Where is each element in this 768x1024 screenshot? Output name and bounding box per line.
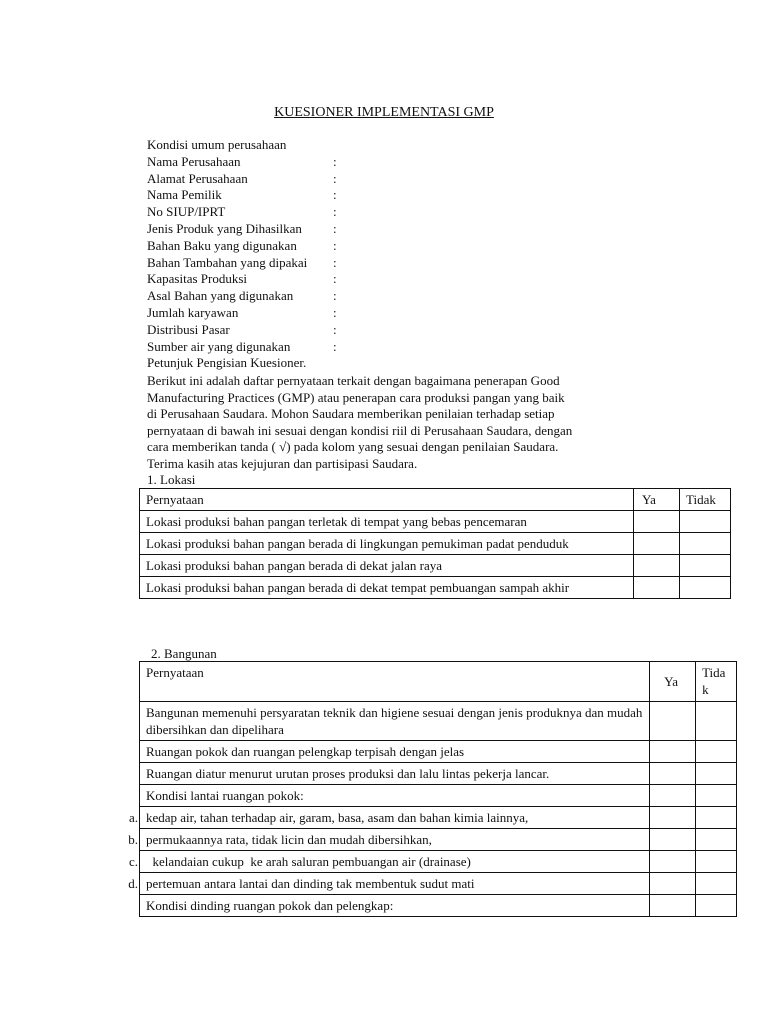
yes-checkbox-cell[interactable] [650,873,696,895]
info-label: Jenis Produk yang Dihasilkan [147,220,302,236]
table-header-row [140,489,731,511]
info-label: Sumber air yang digunakan [147,338,291,354]
table-row [140,511,731,533]
paragraph-line: Terima kasih atas kejujuran dan partisipasi Saudara. [147,455,418,471]
statement-cell: Lokasi produksi bahan pangan terletak di tempat yang bebas pencemaran [140,511,634,533]
no-checkbox-cell[interactable] [680,511,731,533]
table-row [140,807,737,829]
yes-checkbox-cell[interactable] [650,741,696,763]
table-row [140,895,737,917]
statement-cell: Lokasi produksi bahan pangan berada di dekat jalan raya [140,555,634,577]
yes-checkbox-cell[interactable] [634,555,680,577]
table-row [140,533,731,555]
info-row [147,238,667,255]
table-row [140,702,737,741]
yes-checkbox-cell[interactable] [650,807,696,829]
info-row [147,154,667,171]
floor-item-cell [128,873,650,895]
info-colon: : [333,153,337,169]
item-text: pertemuan antara lantai dan dinding tak membentuk sudut mati [146,876,475,891]
bangunan-table [128,661,737,917]
info-label: Bahan Baku yang digunakan [147,237,297,253]
table-row [140,851,737,873]
info-colon: : [333,237,337,253]
document-title: KUESIONER IMPLEMENTASI GMP [274,105,494,120]
yes-checkbox-cell[interactable] [634,511,680,533]
info-colon: : [333,338,337,354]
info-row [147,187,667,204]
section-bangunan-heading: 2. Bangunan [151,646,217,661]
statement-cell: Lokasi produksi bahan pangan berada di dekat tempat pembuangan sampah akhir [140,577,634,599]
info-colon: : [333,254,337,270]
info-label: Kapasitas Produksi [147,271,248,287]
no-checkbox-cell[interactable] [696,702,737,741]
company-info [147,137,667,372]
yes-checkbox-cell[interactable] [650,895,696,917]
info-label: Alamat Perusahaan [147,170,248,186]
no-checkbox-cell[interactable] [696,873,737,895]
header-no: Tidak [680,489,731,511]
info-label: Asal Bahan yang digunakan [147,288,294,304]
yes-checkbox-cell[interactable] [634,533,680,555]
yes-checkbox-cell[interactable] [650,851,696,873]
info-row [147,305,667,322]
table-row [140,577,731,599]
header-no: Tida k [696,662,737,702]
info-heading: Kondisi umum perusahaan [147,137,287,152]
no-checkbox-cell[interactable] [680,533,731,555]
statement-cell: Ruangan diatur menurut urutan proses produksi dan lalu lintas pekerja lancar. [140,763,650,785]
info-row [147,322,667,339]
statement-cell: Lokasi produksi bahan pangan berada di lingkungan pemukiman padat penduduk [140,533,634,555]
floor-heading-cell: Kondisi lantai ruangan pokok: [140,785,650,807]
paragraph-line: di Perusahaan Saudara. Mohon Saudara memberikan penilaian terhadap setiap [147,406,555,422]
table-row [140,873,737,895]
header-yes: Ya [634,489,680,511]
lokasi-table [139,488,731,599]
no-checkbox-cell[interactable] [696,807,737,829]
info-label: Nama Pemilik [147,187,222,203]
no-checkbox-cell[interactable] [680,555,731,577]
info-colon: : [333,204,337,220]
item-text: kelandaian cukup ke arah saluran pembuangan air (drainase) [146,854,471,869]
no-checkbox-cell[interactable] [696,763,737,785]
yes-checkbox-cell[interactable] [650,702,696,741]
no-checkbox-cell[interactable] [696,829,737,851]
yes-checkbox-cell[interactable] [650,763,696,785]
info-colon: : [333,220,337,236]
info-label: Nama Perusahaan [147,153,241,169]
statement-cell: Bangunan memenuhi persyaratan teknik dan higiene sesuai dengan jenis produknya dan mudah dibersihkan dan dipelihara [140,702,650,741]
no-checkbox-cell[interactable] [696,785,737,807]
info-label: Distribusi Pasar [147,321,230,337]
info-row [147,221,667,238]
paragraph-line: Berikut ini adalah daftar pernyataan terkait dengan bagaimana penerapan Good [147,373,560,388]
floor-item-cell [128,829,650,851]
table-row [140,829,737,851]
yes-checkbox-cell[interactable] [650,785,696,807]
info-row [147,271,667,288]
header-yes: Ya [650,662,696,702]
wall-heading-cell: Kondisi dinding ruangan pokok dan pelengkap: [140,895,650,917]
paragraph-line: cara memberikan tanda ( √) pada kolom yang sesuai dengan penilaian Saudara. [147,439,559,455]
info-colon: : [333,304,337,320]
info-label: Bahan Tambahan yang dipakai [147,254,308,270]
floor-item [128,831,643,848]
item-marker: b. [128,832,138,847]
table-row [140,555,731,577]
floor-item-cell [128,851,650,873]
section-lokasi-heading: 1. Lokasi [147,472,196,487]
header-statement: Pernyataan [140,489,634,511]
item-text: kedap air, tahan terhadap air, garam, basa, asam dan bahan kimia lainnya, [146,810,529,825]
info-row [147,171,667,188]
info-row [147,255,667,272]
no-checkbox-cell[interactable] [696,741,737,763]
info-row [147,204,667,221]
floor-item [128,853,643,870]
instructions-paragraph [147,373,667,473]
yes-checkbox-cell[interactable] [650,829,696,851]
paragraph-line: Manufacturing Practices (GMP) atau penerapan cara produksi pangan yang baik [147,389,565,405]
yes-checkbox-cell[interactable] [634,577,680,599]
info-label: No SIUP/IPRT [147,204,226,220]
table-row [140,785,737,807]
no-checkbox-cell[interactable] [696,895,737,917]
item-marker: d. [128,876,138,891]
no-checkbox-cell[interactable] [680,577,731,599]
item-marker: a. [128,810,138,825]
statement-cell: Ruangan pokok dan ruangan pelengkap terpisah dengan jelas [140,741,650,763]
info-row [147,339,667,356]
floor-item-cell [128,807,650,829]
instructions-heading: Petunjuk Pengisian Kuesioner. [147,355,307,371]
info-colon: : [333,187,337,203]
table-header-row [140,662,737,702]
info-colon: : [333,288,337,304]
item-text: permukaannya rata, tidak licin dan mudah dibersihkan, [146,832,432,847]
floor-item [128,875,643,892]
info-label: Jumlah karyawan [147,304,239,320]
info-row [147,288,667,305]
info-colon: : [333,170,337,186]
info-colon: : [333,321,337,337]
item-marker: c. [128,854,138,869]
no-checkbox-cell[interactable] [696,851,737,873]
table-row [140,741,737,763]
info-colon: : [333,271,337,287]
floor-item [128,809,643,826]
table-row [140,763,737,785]
paragraph-line: pernyataan di bawah ini sesuai dengan kondisi riil di Perusahaan Saudara, dengan [147,422,573,438]
header-statement: Pernyataan [140,662,650,702]
